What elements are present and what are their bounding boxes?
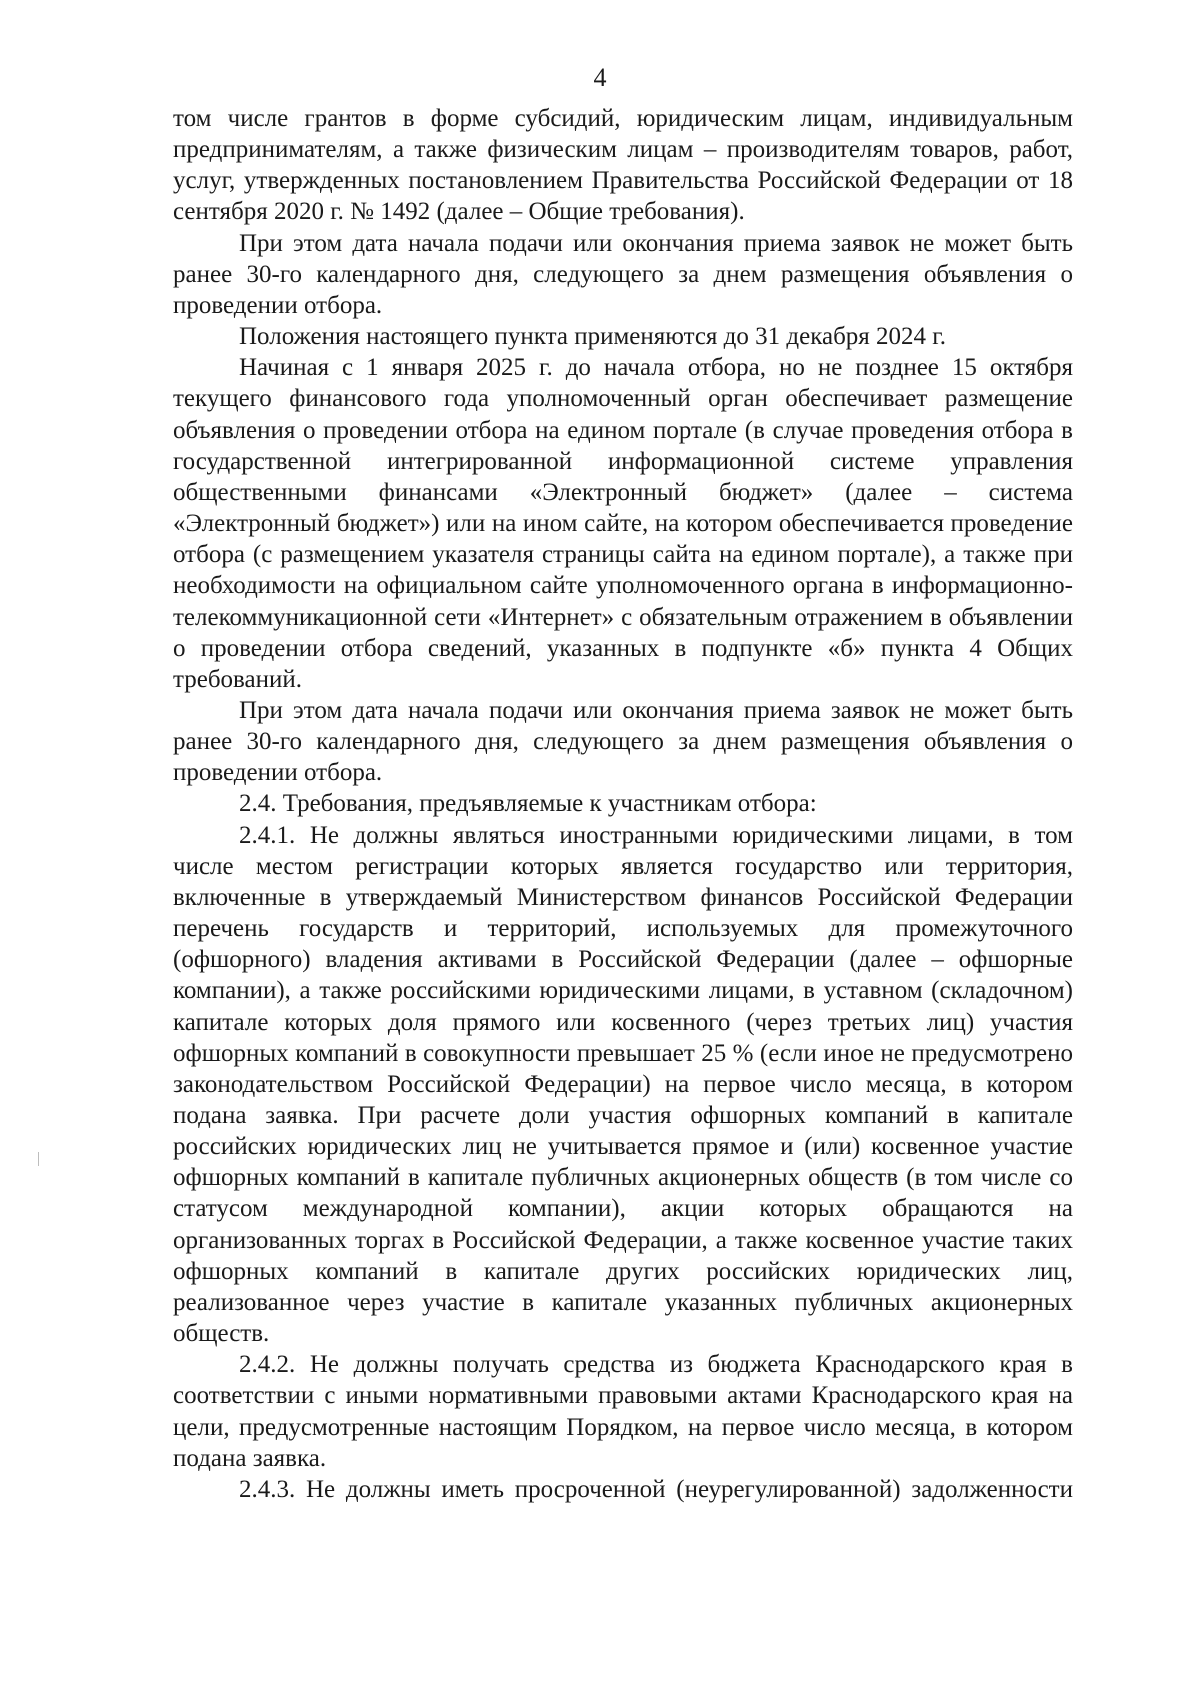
scan-artifact-mark <box>38 1152 39 1166</box>
paragraph-application-dates-repeat: При этом дата начала подачи или окончания приема заявок не может быть ранее 30-го календарного дня, следующего за днем размещения объявления о проведении отбора. <box>173 696 1073 787</box>
document-body <box>173 103 1073 1505</box>
paragraph-section-2-4-2: 2.4.2. Не должны получать средства из бюджета Краснодарского края в соответствии с иными нормативными правовыми актами Краснодарского края на цели, предусмотренные настоящим Порядком, на первое число месяца, в котором подана заявка. <box>173 1351 1073 1472</box>
paragraph-validity: Положения настоящего пункта применяются до 31 декабря 2024 г. <box>239 323 946 351</box>
paragraph-announcement-2025: Начиная с 1 января 2025 г. до начала отбора, но не позднее 15 октября текущего финансового года уполномоченный орган обеспечивает размещение объявления о проведении отбора на едином портале (в случае проведения отбора в государственной интегрированной информационной системе управления общественными финансами «Электронный бюджет» (далее – система «Электронный бюджет») или на ином сайте, на котором обеспечивается проведение отбора (с размещением указателя страницы сайта на едином портале), а также при необходимости на официальном сайте уполномоченного органа в информационно-телекоммуникационной сети «Интернет» с обязательным отражением в объявлении о проведении отбора сведений, указанных в подпункте «б» пункта 4 Общих требований. <box>173 354 1073 693</box>
paragraph-section-2-4-1: 2.4.1. Не должны являться иностранными юридическими лицами, в том числе местом регистрации которых является государство или территория, включенные в утверждаемый Министерством финансов Российской Федерации перечень государств и территорий, используемых для промежуточного (офшорного) владения активами в Российской Федерации (далее – офшорные компании), а также российскими юридическими лицами, в уставном (складочном) капитале которых доля прямого или косвенного (через третьих лиц) участия офшорных компаний в совокупности превышает 25 % (если иное не предусмотрено законодательством Российской Федерации) на первое число месяца, в котором подана заявка. При расчете доли участия офшорных компаний в капитале российских юридических лиц не учитывается прямое и (или) косвенное участие офшорных компаний в капитале публичных акционерных обществ (в том числе со статусом международной компании), акции которых обращаются на организованных торгах в Российской Федерации, а также косвенное участие таких офшорных компаний в капитале других российских юридических лиц, реализованное через участие в капитале указанных публичных акционерных обществ. <box>173 821 1073 1348</box>
paragraph-continuation: том числе грантов в форме субсидий, юридическим лицам, индивидуальным предпринимателям, а также физическим лицам – производителям товаров, работ, услуг, утвержденных постановлением Правительства Российской Федерации от 18 сентября 2020 г. № 1492 (далее – Общие требования). <box>173 105 1073 226</box>
paragraph-section-2-4: 2.4. Требования, предъявляемые к участникам отбора: <box>239 790 817 818</box>
paragraph-section-2-4-3: 2.4.3. Не должны иметь просроченной (неурегулированной) задолженности <box>239 1475 1073 1503</box>
page-number: 4 <box>593 63 607 92</box>
paragraph-application-dates: При этом дата начала подачи или окончания приема заявок не может быть ранее 30-го календарного дня, следующего за днем размещения объявления о проведении отбора. <box>173 229 1073 319</box>
